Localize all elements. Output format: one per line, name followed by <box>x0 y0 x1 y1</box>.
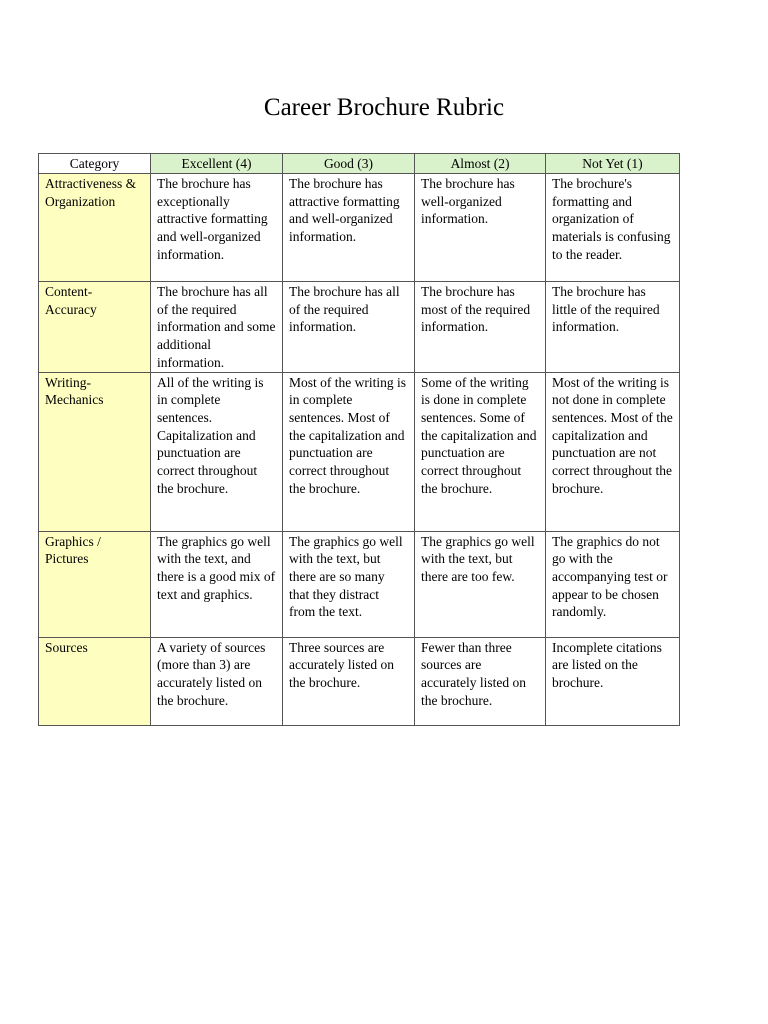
criteria-cell: Some of the writing is done in complete sentences. Some of the capitalization and punctuation are correct throughout the brochure. <box>415 372 546 531</box>
table-row <box>39 372 680 531</box>
document-title: Career Brochure Rubric <box>263 94 505 121</box>
criteria-cell: Three sources are accurately listed on the brochure. <box>283 637 415 725</box>
criteria-cell: A variety of sources (more than 3) are accurately listed on the brochure. <box>151 637 283 725</box>
criteria-cell: The brochure has all of the required information. <box>283 282 415 373</box>
header-row <box>39 154 680 174</box>
criteria-cell: The brochure has all of the required information and some additional information. <box>151 282 283 373</box>
table-row <box>39 637 680 725</box>
category-cell: Content- Accuracy <box>39 282 151 373</box>
table-row <box>39 531 680 637</box>
category-cell: Attractiveness & Organization <box>39 174 151 282</box>
header-category: Category <box>39 154 151 174</box>
criteria-cell: The brochure's formatting and organization of materials is confusing to the reader. <box>546 174 680 282</box>
criteria-cell: The graphics go well with the text, but there are too few. <box>415 531 546 637</box>
criteria-cell: The brochure has most of the required information. <box>415 282 546 373</box>
table-row <box>39 174 680 282</box>
criteria-cell: Fewer than three sources are accurately listed on the brochure. <box>415 637 546 725</box>
header-excellent: Excellent (4) <box>151 154 283 174</box>
category-cell: Sources <box>39 637 151 725</box>
criteria-cell: The graphics do not go with the accompanying test or appear to be chosen randomly. <box>546 531 680 637</box>
criteria-cell: Incomplete citations are listed on the brochure. <box>546 637 680 725</box>
table-row <box>39 282 680 373</box>
criteria-cell: The graphics go well with the text, but there are so many that they distract from the text. <box>283 531 415 637</box>
header-good: Good (3) <box>283 154 415 174</box>
criteria-cell: The brochure has exceptionally attractive formatting and well-organized information. <box>151 174 283 282</box>
criteria-cell: All of the writing is in complete sentences. Capitalization and punctuation are correct throughout the brochure. <box>151 372 283 531</box>
header-not-yet: Not Yet (1) <box>546 154 680 174</box>
criteria-cell: The brochure has little of the required information. <box>546 282 680 373</box>
criteria-cell: The brochure has attractive formatting and well-organized information. <box>283 174 415 282</box>
criteria-cell: The brochure has well-organized information. <box>415 174 546 282</box>
rubric-table <box>38 153 680 726</box>
criteria-cell: Most of the writing is not done in complete sentences. Most of the capitalization and punctuation are not correct throughout the brochure. <box>546 372 680 531</box>
header-almost: Almost (2) <box>415 154 546 174</box>
criteria-cell: Most of the writing is in complete sentences. Most of the capitalization and punctuation are correct throughout the brochure. <box>283 372 415 531</box>
category-cell: Graphics / Pictures <box>39 531 151 637</box>
criteria-cell: The graphics go well with the text, and there is a good mix of text and graphics. <box>151 531 283 637</box>
category-cell: Writing- Mechanics <box>39 372 151 531</box>
